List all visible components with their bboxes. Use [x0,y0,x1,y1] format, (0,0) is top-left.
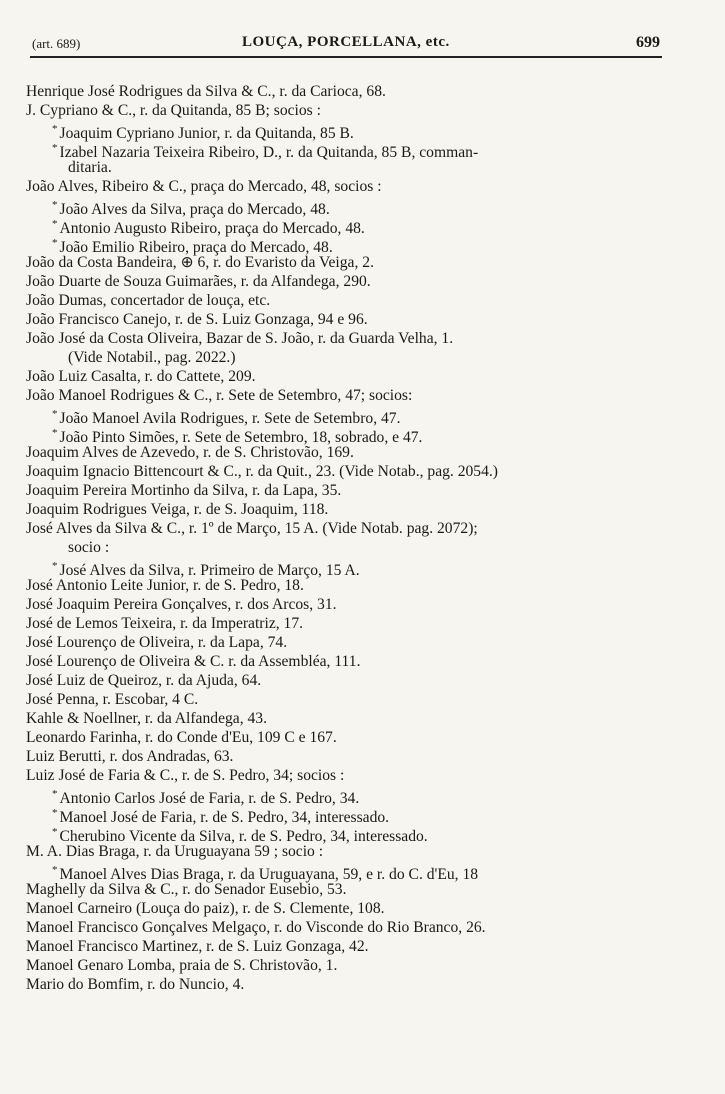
entry-text: Luiz Berutti, r. dos Andradas, 63. [26,748,234,765]
entry-text: João Alves, Ribeiro & C., praça do Mercado, 48, socios : [26,178,382,195]
entry-text: Antonio Carlos José de Faria, r. de S. Pedro, 34. [59,790,360,808]
entry-text: João Alves da Silva, praça do Mercado, 48. [59,201,330,219]
entry-text: Manoel Francisco Martinez, r. de S. Luiz Gonzaga, 42. [26,938,369,955]
header-rule [30,56,662,58]
partner-line [26,557,698,580]
entry-text: João Pinto Simões, r. Sete de Setembro, 18, sobrado, e 47. [59,429,423,447]
entry-text: José Lourenço de Oliveira, r. da Lapa, 74. [26,634,288,651]
partner-marker: * [52,408,58,420]
directory-entry [26,519,698,538]
entry-text: José Alves da Silva & C., r. 1º de Março, 15 A. (Vide Notab. pag. 2072); [26,520,478,537]
entry-text: Henrique José Rodrigues da Silva & C., r. da Carioca, 68. [26,83,386,100]
partner-line [26,120,698,143]
entry-text: João Duarte de Souza Guimarães, r. da Alfandega, 290. [26,273,371,290]
continuation-line [26,348,698,367]
directory-entry [26,82,698,101]
partner-line [26,215,698,238]
running-title: LOUÇA, PORCELLANA, etc. [242,34,450,50]
directory-entry [26,671,698,690]
entry-text: Joaquim Alves de Azevedo, r. de S. Christovão, 169. [26,444,354,461]
entry-text: Joaquim Cypriano Junior, r. da Quitanda, 85 B. [59,125,354,143]
directory-entry [26,918,698,937]
partner-marker: * [52,807,58,819]
entry-text: José Lourenço de Oliveira & C. r. da Assembléa, 111. [26,653,361,670]
entry-text: Luiz José de Faria & C., r. de S. Pedro, 34; socios : [26,767,345,784]
entry-text: João Manoel Avila Rodrigues, r. Sete de Setembro, 47. [59,410,401,428]
continuation-line [26,538,698,557]
entry-text: João Luiz Casalta, r. do Cattete, 209. [26,368,256,385]
partner-marker: * [52,427,58,439]
directory-entry [26,253,698,272]
directory-entry [26,291,698,310]
partner-marker: * [52,199,58,211]
directory-entry [26,614,698,633]
directory-entry [26,500,698,519]
entry-text: (Vide Notabil., pag. 2022.) [68,349,236,366]
entry-text: Manoel José de Faria, r. de S. Pedro, 34, interessado. [59,809,390,827]
entry-text: M. A. Dias Braga, r. da Uruguayana 59 ; socio : [26,843,324,860]
partner-marker: * [52,218,58,230]
entry-text: Manoel Carneiro (Louça do paiz), r. de S. Clemente, 108. [26,900,385,917]
entry-text: Joaquim Ignacio Bittencourt & C., r. da Quit., 23. (Vide Notab., pag. 2054.) [26,463,498,480]
partner-line [26,823,698,846]
section-reference: (art. 689) [32,36,81,51]
directory-entry [26,462,698,481]
entry-text: José Alves da Silva, r. Primeiro de Março, 15 A. [59,562,360,580]
page-header [30,34,662,54]
directory-entry [26,937,698,956]
entry-text: João José da Costa Oliveira, Bazar de S. João, r. da Guarda Velha, 1. [26,330,454,347]
partner-marker: * [52,123,58,135]
directory-entry [26,576,698,595]
entry-text: José de Lemos Teixeira, r. da Imperatriz, 17. [26,615,304,632]
partner-line [26,861,698,884]
entry-text: Cherubino Vicente da Silva, r. de S. Pedro, 34, interessado. [59,828,428,846]
partner-line [26,139,698,162]
partner-line [26,196,698,219]
entry-text: Leonardo Farinha, r. do Conde d'Eu, 109 C e 167. [26,729,337,746]
entry-text: João Dumas, concertador de louça, etc. [26,292,271,309]
directory-entry [26,633,698,652]
directory-entry [26,652,698,671]
entry-text: José Antonio Leite Junior, r. de S. Pedro, 18. [26,577,304,594]
entry-text: socio : [68,539,110,556]
directory-entry [26,690,698,709]
entry-text: Manoel Genaro Lomba, praia de S. Christovão, 1. [26,957,338,974]
entry-text: João Emilio Ribeiro, praça do Mercado, 48. [59,239,333,257]
directory-entry [26,272,698,291]
entry-text: José Luiz de Queiroz, r. da Ajuda, 64. [26,672,262,689]
partner-line [26,804,698,827]
directory-entries [26,82,698,994]
page-number: 699 [636,34,660,51]
partner-line [26,785,698,808]
entry-text: Maghelly da Silva & C., r. do Senador Eusebio, 53. [26,881,347,898]
partner-line [26,405,698,428]
entry-text: João Manoel Rodrigues & C., r. Sete de Setembro, 47; socios: [26,387,413,404]
directory-entry [26,709,698,728]
partner-line [26,424,698,447]
entry-text: Joaquim Pereira Mortinho da Silva, r. da Lapa, 35. [26,482,342,499]
partner-marker: * [52,142,58,154]
directory-entry [26,595,698,614]
entry-text: Manoel Alves Dias Braga, r. da Uruguayana, 59, e r. do C. d'Eu, 18 [59,866,479,884]
entry-text: Manoel Francisco Gonçalves Melgaço, r. do Visconde do Rio Branco, 26. [26,919,486,936]
directory-entry [26,310,698,329]
partner-marker: * [52,560,58,572]
directory-entry [26,367,698,386]
entry-text: ditaria. [68,159,112,176]
directory-entry [26,728,698,747]
directory-entry [26,956,698,975]
directory-entry [26,177,698,196]
directory-entry [26,975,698,994]
entry-text: Kahle & Noellner, r. da Alfandega, 43. [26,710,268,727]
partner-marker: * [52,788,58,800]
directory-entry [26,899,698,918]
entry-text: Antonio Augusto Ribeiro, praça do Mercado, 48. [59,220,365,238]
directory-entry [26,481,698,500]
partner-marker: * [52,826,58,838]
partner-marker: * [52,237,58,249]
partner-marker: * [52,864,58,876]
entry-text: Izabel Nazaria Teixeira Ribeiro, D., r. da Quitanda, 85 B, comman- [59,144,479,162]
entry-text: João da Costa Bandeira, ⊕ 6, r. do Evaristo da Veiga, 2. [26,254,374,271]
entry-text: J. Cypriano & C., r. da Quitanda, 85 B; socios : [26,102,321,119]
directory-entry [26,766,698,785]
entry-text: Joaquim Rodrigues Veiga, r. de S. Joaquim, 118. [26,501,329,518]
directory-entry [26,329,698,348]
entry-text: José Joaquim Pereira Gonçalves, r. dos Arcos, 31. [26,596,337,613]
directory-entry [26,386,698,405]
directory-entry [26,101,698,120]
directory-entry [26,747,698,766]
entry-text: João Francisco Canejo, r. de S. Luiz Gonzaga, 94 e 96. [26,311,368,328]
entry-text: Mario do Bomfim, r. do Nuncio, 4. [26,976,245,993]
entry-text: José Penna, r. Escobar, 4 C. [26,691,199,708]
